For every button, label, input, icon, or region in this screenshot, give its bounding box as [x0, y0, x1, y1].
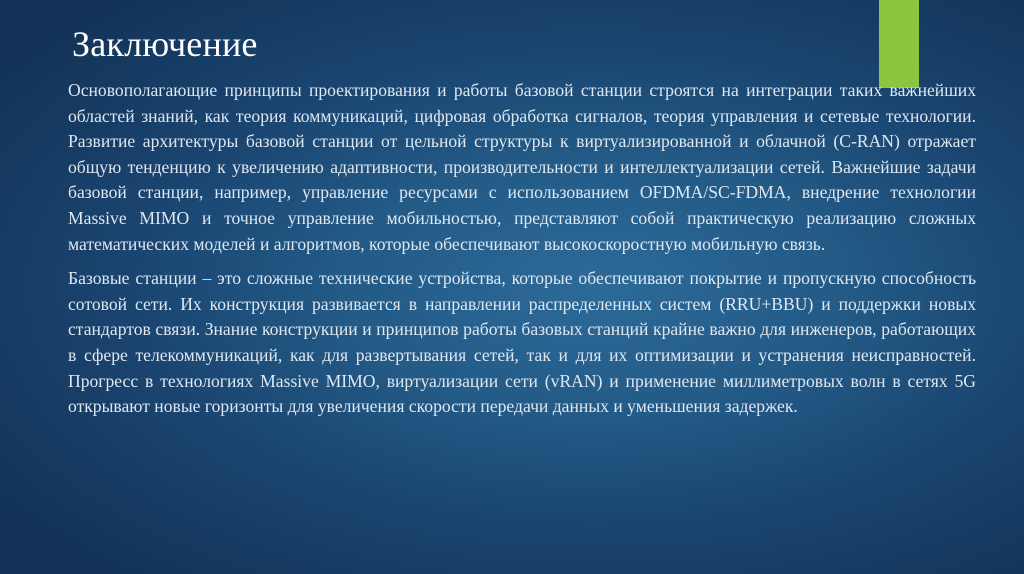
- slide-title: Заключение: [72, 24, 258, 64]
- paragraph-1: Основополагающие принципы проектирования и работы базовой станции строятся на интеграции таких важнейших областей знаний, как теория коммуникаций, цифровая обработка сигналов, теория управления и сетевые технологии. Развитие архитектуры базовой станции от цельной структуры к виртуализированной и облачной (C-RAN) отражает общую тенденцию к увеличению адаптивности, производительности и интеллектуализации сетей. Важнейшие задачи базовой станции, например, управление ресурсами с использованием OFDMA/SC-FDMA, внедрение технологии Massive MIMO и точное управление мобильностью, представляют собой практическую реализацию сложных математических моделей и алгоритмов, которые обеспечивают высокоскоростную мобильную связь.: [68, 80, 976, 254]
- slide-body: [68, 78, 976, 420]
- paragraph-2: Базовые станции – это сложные технические устройства, которые обеспечивают покрытие и пропускную способность сотовой сети. Их конструкция развивается в направлении распределенных систем (RRU+BBU) и поддержки новых стандартов связи. Знание конструкции и принципов работы базовых станций крайне важно для инженеров, работающих в сфере телекоммуникаций, как для развертывания сетей, так и для их оптимизации и устранения неисправностей. Прогресс в технологиях Massive MIMO, виртуализации сети (vRAN) и применение миллиметровых волн в сетях 5G открывают новые горизонты для увеличения скорости передачи данных и уменьшения задержек.: [68, 268, 976, 417]
- accent-bar: [879, 0, 919, 88]
